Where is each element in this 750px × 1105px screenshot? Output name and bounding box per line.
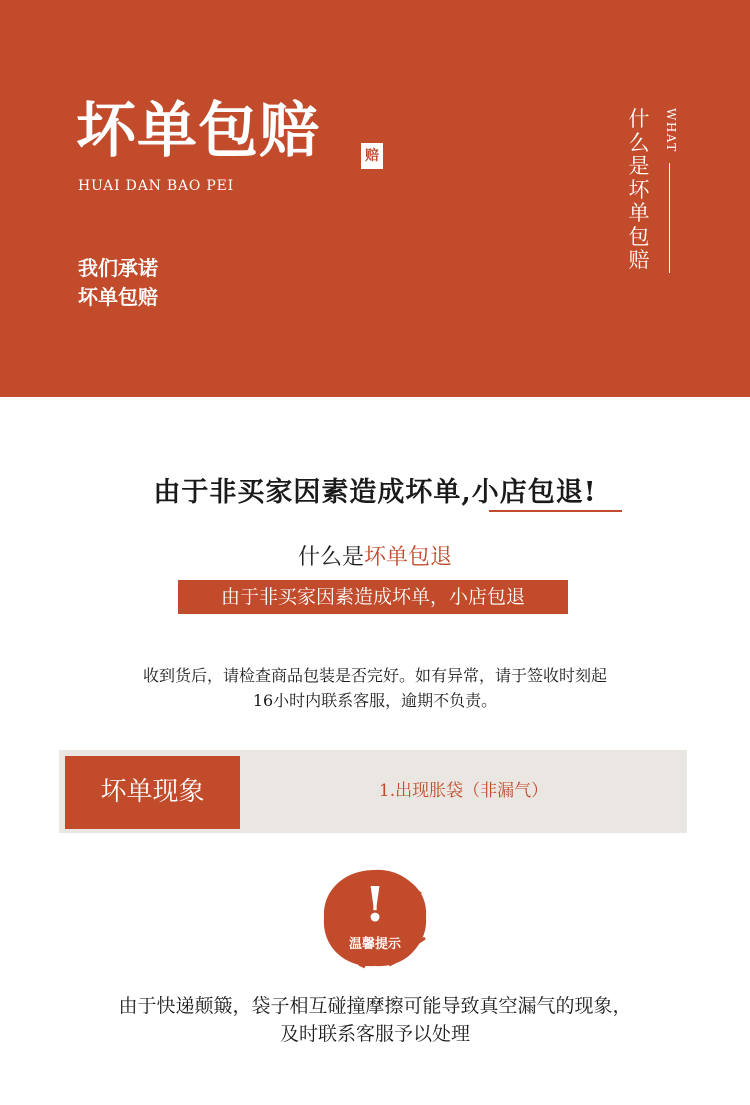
- answer-banner: 由于非买家因素造成坏单，小店包退: [178, 580, 568, 614]
- phenomenon-item: 1.出现胀袋（非漏气）: [378, 781, 549, 801]
- tip-text: [0, 992, 750, 1048]
- question-prefix: 什么是: [297, 545, 364, 570]
- hero-promise: [78, 254, 158, 312]
- hero-title: 坏单包赔: [76, 96, 320, 166]
- warning-seal-label: 温馨提示: [348, 937, 402, 952]
- hero-promise-line-1: 我们承诺: [78, 256, 158, 280]
- phenomenon-row: [59, 750, 687, 833]
- warning-seal-icon: [319, 866, 431, 970]
- vertical-title-en: WHAT: [664, 108, 678, 153]
- hero-pinyin: HUAI DAN BAO PEI: [78, 178, 234, 194]
- hero-seal-stamp: 赔: [361, 143, 383, 169]
- tip-text-line-2: 及时联系客服予以处理: [279, 1023, 470, 1045]
- phenomenon-tag: 坏单现象: [65, 756, 240, 829]
- warning-seal-symbol: !: [364, 877, 386, 933]
- headline: 由于非买家因素造成坏单,小店包退!: [153, 477, 597, 508]
- vertical-divider: [669, 163, 670, 273]
- notice-line-2: 16小时内联系客服，逾期不负责。: [252, 691, 498, 710]
- vertical-title-zh: 什么是坏单包赔: [628, 107, 650, 272]
- notice-text: [0, 663, 750, 713]
- hero-promise-line-2: 坏单包赔: [78, 285, 158, 309]
- tip-text-line-1: 由于快递颠簸，袋子相互碰撞摩擦可能导致真空漏气的现象，: [118, 995, 632, 1017]
- warm-tip-seal: [319, 866, 431, 970]
- question-heading: [0, 540, 750, 571]
- hero-banner: [0, 0, 750, 397]
- question-accent: 坏单包退: [364, 545, 453, 570]
- notice-line-1: 收到货后，请检查商品包装是否完好。如有异常，请于签收时刻起: [142, 666, 607, 685]
- headline-underline: [489, 510, 622, 512]
